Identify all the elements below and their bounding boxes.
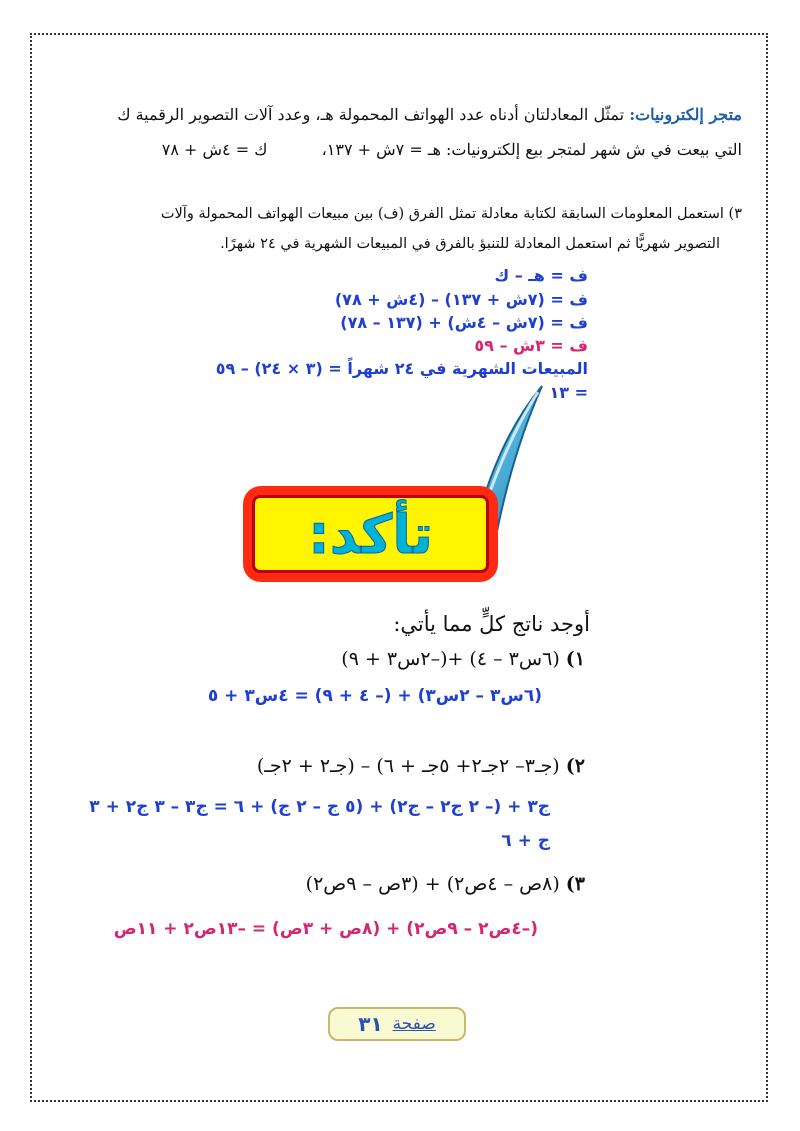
question3-line-1: ٣) استعمل المعلومات السابقة لكتابة معادلة تمثل الفرق (ف) بين مبيعات الهواتف المحمولة وآلات [160, 206, 742, 222]
page-word: صفحة [392, 1014, 436, 1034]
intro-line-1-text: تمثّل المعادلتان أدناه عدد الهواتف المحمولة هـ، وعدد آلات التصوير الرقمية ك [117, 105, 625, 124]
answer3-line-6: = ١٣ [549, 383, 588, 402]
intro-line-1 [117, 105, 742, 124]
problem-3-number: ٣) [565, 873, 585, 895]
answer3-line-3: ف = (٧ش – ٤ش) + (١٣٧ – ٧٨) [340, 313, 588, 332]
answer3-line-4: ف = ٣ش – ٥٩ [474, 336, 588, 355]
solution-2-line-2: ج + ٦ [501, 831, 550, 851]
page-number: ٣١ [358, 1012, 383, 1036]
problem-2-number: ٢) [565, 755, 585, 777]
find-title: أوجد ناتج كلٍّ مما يأتي: [393, 612, 590, 636]
problem-1-number: ١) [565, 648, 585, 670]
problem-2-expr: (جـ٣– ٢جـ٢+ ٥جـ + ٦) – (جـ٢ + ٢جـ) [256, 755, 560, 777]
intro-lead: متجر إلكترونيات: [629, 105, 742, 124]
solution-2-line-1: ج٣ + (– ٢ ج٢ – ج٢) + (٥ ج – ٢ ج) + ٦ = ج٣ – ٣ ج٢ + ٣ [89, 797, 550, 817]
problem-3-expr: (٨ص – ٤ص٢) + (٣ص – ٩ص٢) [305, 873, 560, 895]
intro-line-2 [162, 140, 742, 159]
question3-line-2: التصوير شهريًّا ثم استعمل المعادلة للتنبؤ بالفرق في المبيعات الشهرية في ٢٤ شهرًا. [220, 236, 720, 252]
page-number-badge [328, 1007, 466, 1041]
confirm-banner-inner [252, 495, 489, 573]
answer3-line-2: ف = (٧ش + ١٣٧) – (٤ش + ٧٨) [334, 290, 588, 309]
problem-1-expr: (٦س٣ – ٤) +(–٢س٣ + ٩) [341, 648, 560, 670]
problem-3 [306, 873, 585, 895]
intro-eq-k: ك = ٤ش + ٧٨ [161, 140, 268, 159]
intro-line-2-text: التي بيعت في ش شهر لمتجر بيع إلكترونيات: هـ = ٧ش + ١٣٧، [321, 140, 742, 159]
confirm-banner [243, 486, 498, 582]
solution-3: (–٤ص٢ – ٩ص٢) + (٨ص + ٣ص) = –١٣ص٢ + ١١ص [113, 919, 538, 939]
solution-1: (٦س٣ – ٢س٣) + (– ٤ + ٩) = ٤س٣ + ٥ [207, 686, 542, 706]
problem-2 [257, 755, 585, 777]
confirm-banner-text: تأكد: [308, 502, 433, 566]
problem-1 [341, 648, 585, 670]
answer3-line-5: المبيعات الشهرية في ٢٤ شهراً = (٣ × ٢٤) – ٥٩ [215, 359, 588, 378]
answer3-line-1: ف = هـ – ك [494, 266, 588, 285]
